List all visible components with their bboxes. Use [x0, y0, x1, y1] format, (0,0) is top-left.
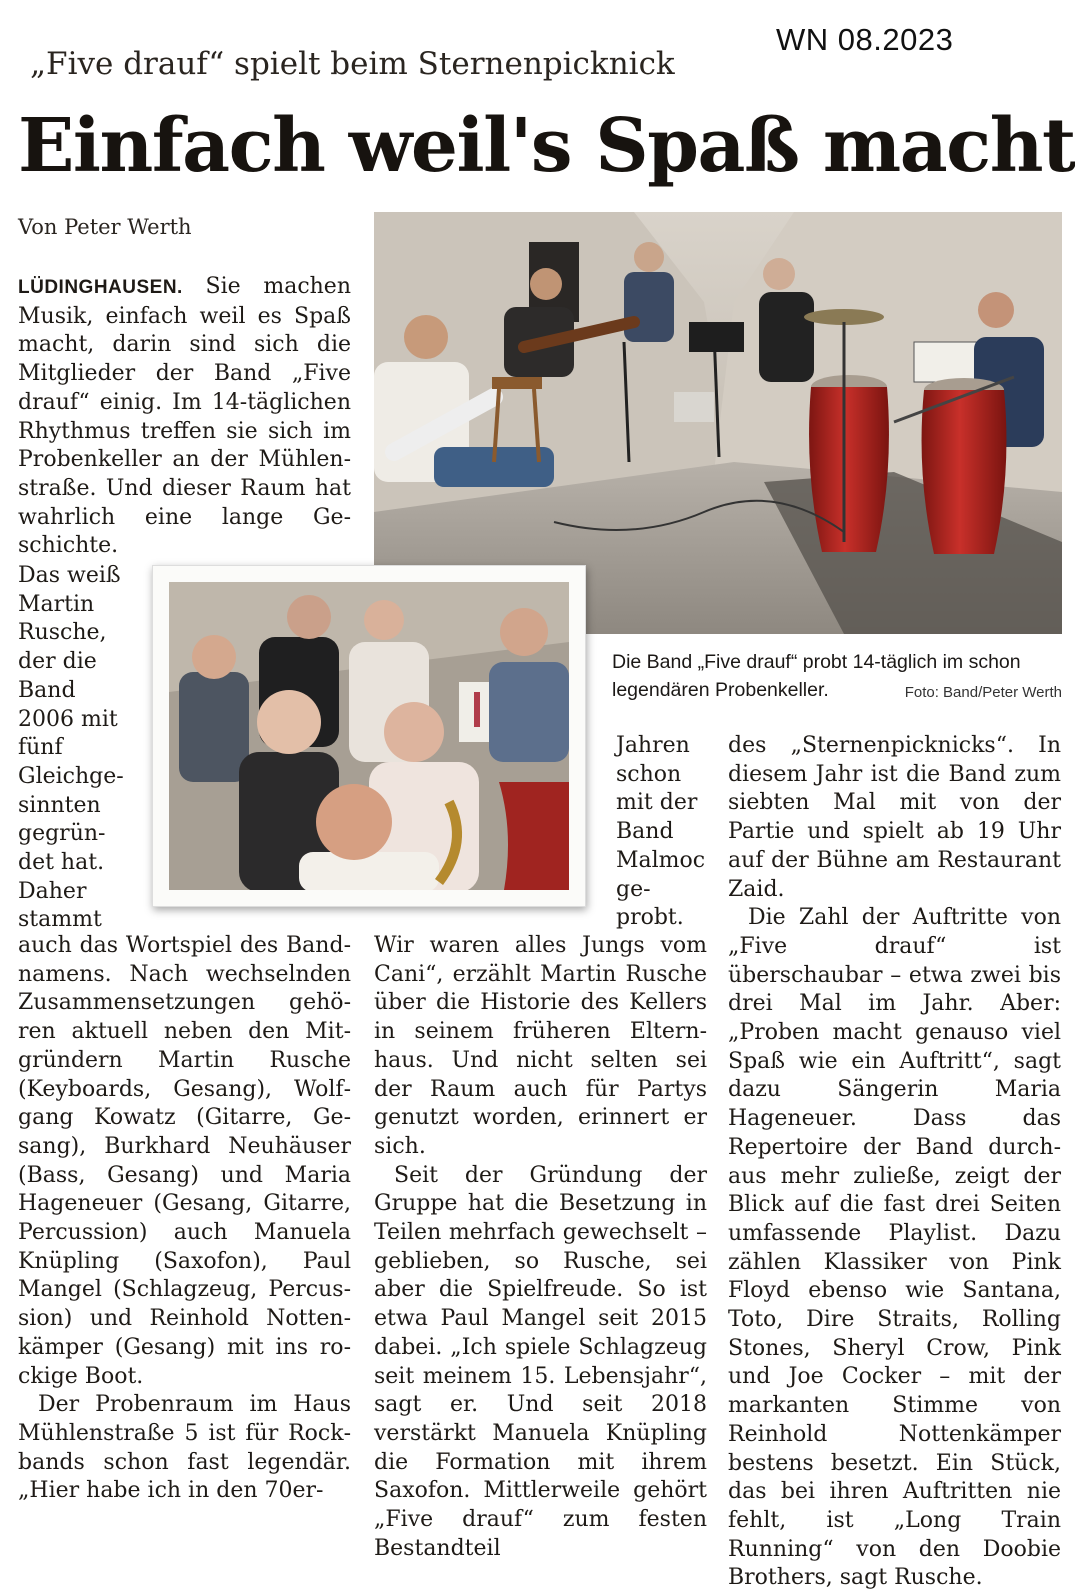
dateline: LÜDINGHAUSEN.: [18, 277, 183, 298]
band-selfie-photo: [169, 582, 569, 890]
clipping-label: WN 08.2023: [776, 22, 954, 57]
band-selfie-illustration: [169, 582, 569, 890]
photo-caption: [612, 648, 1062, 707]
paragraph-lineup-changes: Seit der Gründung der Gruppe hat die Besetzung in Teilen mehrfach gewechselt – geblieben, so Rusche, sei aber die Spielfreude. So ist etwa Paul Mangel seit 2015 dabei. „Ich spiele Schlagzeug seit meinem 15. Lebensjahr“, sagt er. Und seit 2018 verstärkt Manuela Knüpling die Formation mit ihrem Saxofon. Mittlerweile gehört „Five drauf“ zum festen Bestandteil: [374, 1162, 707, 1561]
paragraph-intro: Sie machen Musik, einfach weil es Spaß macht, darin sind sich die Mitglieder der Band „Five drauf“ einig. Im 14-täglichen Rhythmus treffen sie sich im Probenkeller an der Mühlenstraße. Und dieser Raum hat wahrlich eine lange Geschichte.: [18, 274, 351, 559]
paragraph-repertoire: Die Zahl der Auftritte von „Five drauf“ ist überschaubar – etwa zwei bis drei Mal im Jahr. Aber: „Proben macht genauso viel Spaß wie ein Auftritt“, sagt dazu Sängerin Maria Hageneuer. Dass das Repertoire der Band durchaus mehr zuließe, zeigt der Blick auf die fast drei Seiten umfassende Playlist. Dazu zählen Klassiker von Pink Floyd ebenso wie Santana, Toto, Dire Straits, Rolling Stones, Sheryl Crow, Pink und Joe Cocker – mit der markanten Stimme von Reinhold Nottenkämper bestens besetzt. Ein Stück, das bei ihren Auftritten nie fehlt, ist „Long Train Running“ von den Doobie Brothers, sagt Rusche.: [728, 905, 1061, 1591]
paragraph-history: Wir waren alles Jungs vom Cani“, erzählt Martin Rusche über die Historie des Kellers in seinem früheren Elternhaus. Und nicht selten sei der Raum auch für Partys genutzt worden, erinnert er sich.: [374, 933, 707, 1159]
photo-credit: Foto: Band/Peter Werth: [904, 684, 1062, 701]
article-kicker: „Five drauf“ spielt beim Sternenpicknick: [30, 46, 675, 82]
column-1-top: [18, 273, 351, 561]
article-headline: Einfach weil's Spaß macht: [18, 103, 1075, 189]
caption-text: Die Band „Five drauf“ probt 14-täglich im schon legendären Probenkeller.: [612, 651, 1021, 701]
paragraph-rehearsal-room: Der Probenraum im Haus Mühlenstraße 5 ist für Rockbands schon fast legendär. „Hier habe ich in den 70er-: [18, 1392, 351, 1504]
paragraph-malmoc: Jahren schon mit der Band Malmoc geprobt.: [616, 733, 706, 931]
paragraph-sternenpicknick: des „Sternenpicknicks“. In diesem Jahr ist die Band zum siebten Mal mit von der Partie und spielt ab 19 Uhr auf der Bühne am Restaurant Zaid.: [728, 733, 1061, 902]
column-3: [728, 732, 1061, 1593]
column-2-bottom: [374, 932, 707, 1563]
column-1-bottom: [18, 932, 351, 1506]
column-1-narrow: [18, 562, 128, 935]
band-selfie-frame: [152, 565, 586, 907]
column-2-narrow: [616, 732, 708, 933]
paragraph-founding: Das weiß Martin Rusche, der die Band 2006 mit fünf Gleichgesinnten gegründet hat. Daher stammt: [18, 563, 124, 933]
article-byline: Von Peter Werth: [18, 215, 192, 239]
paragraph-members: auch das Wortspiel des Bandnamens. Nach wechselnden Zusammensetzungen gehören aktuell neben den Mitgründern Martin Rusche (Keyboards, Gesang), Wolfgang Kowatz (Gitarre, Gesang), Burkhard Neuhäuser (Bass, Gesang) und Maria Hageneuer (Gesang, Gitarre, Percussion) auch Manuela Knüpling (Saxofon), Paul Mangel (Schlagzeug, Percussion) und Reinhold Nottenkämper (Gesang) mit ins rockige Boot.: [18, 933, 351, 1389]
